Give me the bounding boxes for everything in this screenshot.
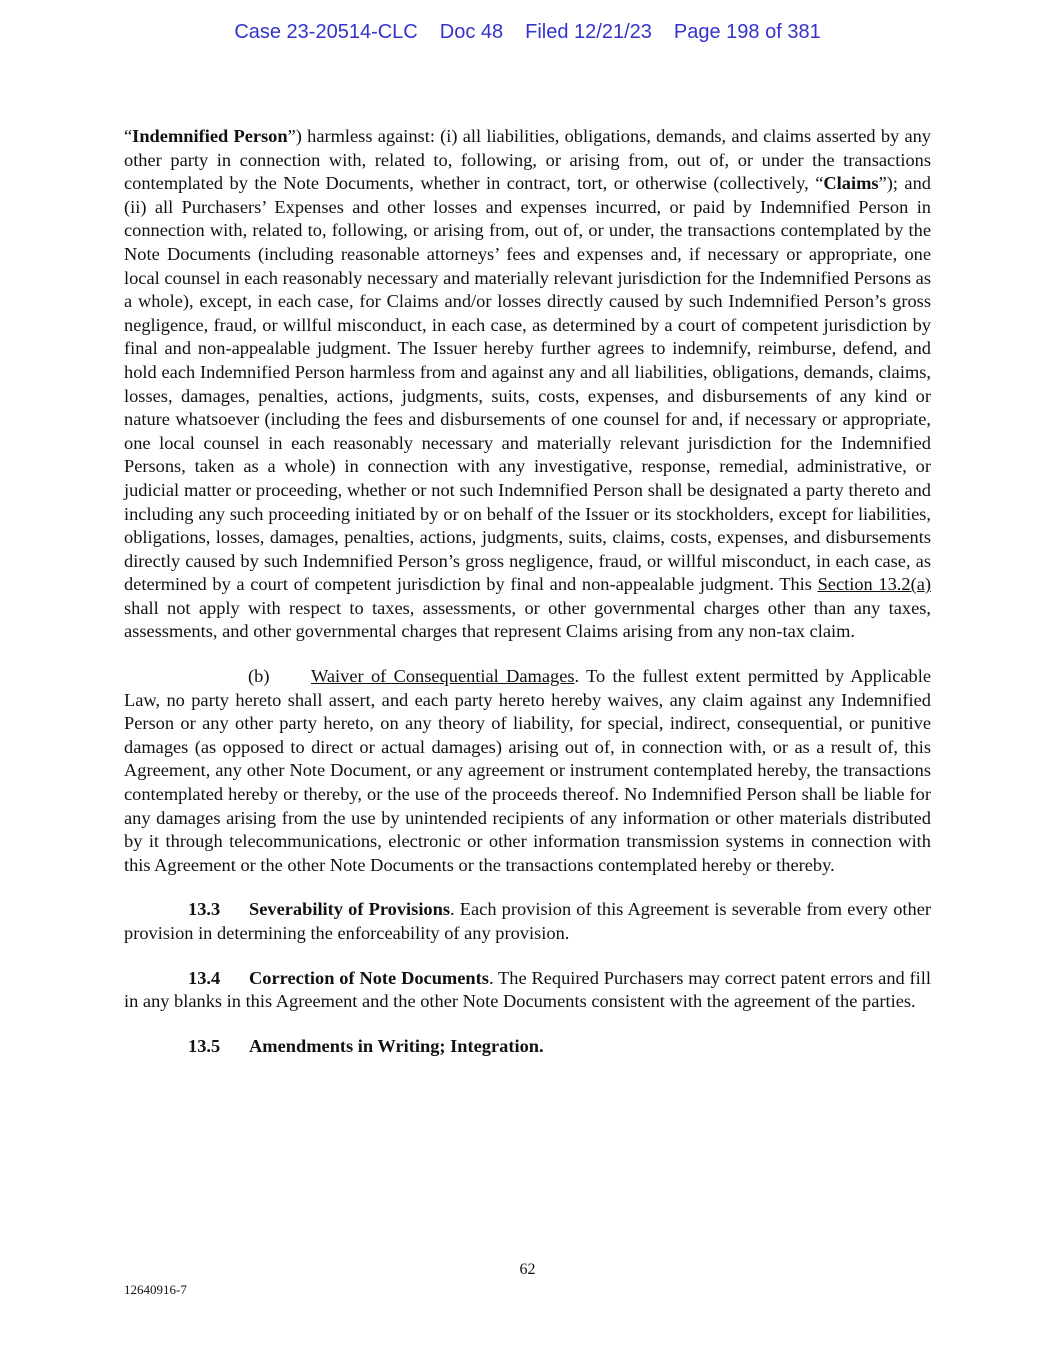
defined-term-claims: Claims <box>823 173 879 194</box>
defined-term-indemnified-person: Indemnified Person <box>132 126 288 146</box>
page-of-total: Page 198 of 381 <box>673 21 821 43</box>
filed-date: Filed 12/21/23 <box>525 21 652 43</box>
case-number: Case 23-20514-CLC <box>234 21 418 43</box>
document-body <box>124 125 931 1058</box>
section-heading: Severability of Provisions <box>249 899 451 920</box>
section-number: 13.5 <box>188 1035 221 1056</box>
section-13-4: 13.4 Correction of Note Documents. The Required Purchasers may correct patent errors and fill in any blanks in this Agreement and the other Note Documents consistent with the agreement of the parties. <box>124 967 932 1012</box>
section-heading: Correction of Note Documents <box>249 967 489 988</box>
doc-number: Doc 48 <box>439 21 504 43</box>
indemnification-paragraph: “Indemnified Person”) harmless against: (i) all liabilities, obligations, demands, and claims asserted by any other party in connection with, related to, following, or arising from, out of, or under the transactions contemplated by the Note Documents, whether in contract, tort, or otherwise (collectively, “Claims”); and (ii) all Purchasers’ Expenses and other losses and expenses incurred, or paid by Indemnified Person in connection with, related to, following, or arising from, out of, or under, the transactions contemplated by the Note Documents (including reasonable attorneys’ fees and expenses and, if necessary or appropriate, one local counsel in each reasonably necessary and materially relevant jurisdiction for the Indemnified Persons as a whole), except, in each case, for Claims and/or losses directly caused by such Indemnified Person’s gross negligence, fraud, or willful misconduct, in each case, as determined by a court of competent jurisdiction by final and non-appealable judgment. The Issuer hereby further agrees to indemnify, reimburse, defend, and hold each Indemnified Person harmless from and against any and all liabilities, obligations, demands, claims, losses, damages, penalties, actions, judgments, suits, costs, expenses, and disbursements of any kind or nature whatsoever (including the fees and disbursements of one counsel for and, if necessary or appropriate, one local counsel in each reasonably necessary and materially relevant jurisdiction for the Indemnified Persons, taken as a whole) in connection with any investigative, response, remedial, administrative, or judicial matter or proceeding, whether or not such Indemnified Person shall be designated a party thereto and including any such proceeding initiated by or on behalf of the Issuer or its stockholders, except for liabilities, obligations, losses, damages, penalties, actions, judgments, suits, claims, costs, expenses, and disbursements directly caused by such Indemnified Person’s gross negligence, fraud, or willful misconduct, in each case, as determined by a court of competent jurisdiction by final and non-appealable judgment. This Section 13.2(a) shall not apply with respect to taxes, assessments, or other governmental charges other than any taxes, assessments, and other governmental charges that represent Claims arising from any non-tax claim. <box>124 126 932 642</box>
section-number: 13.4 <box>188 967 221 988</box>
waiver-paragraph: (b) Waiver of Consequential Damages. To the fullest extent permitted by Applicable Law, no party hereto shall assert, and each party hereto hereby waives, any claim against any Indemnified Person or any other party hereto, on any theory of liability, for special, indirect, consequential, or punitive damages (as opposed to direct or actual damages) arising out of, in connection with, or as a result of, this Agreement, any other Note Document, or any agreement or instrument contemplated hereby, the transactions contemplated hereby or thereby, or the use of the proceeds thereof. No Indemnified Person shall be liable for any damages arising from the use by unintended recipients of any information or other materials distributed by it through telecommunications, electronic or other information transmission systems in connection with this Agreement or the other Note Documents or the transactions contemplated hereby or thereby. <box>124 666 931 875</box>
section-13-5 <box>124 1035 931 1059</box>
document-id: 12640916-7 <box>124 1282 187 1297</box>
section-heading: Amendments in Writing; Integration. <box>249 1035 544 1056</box>
court-filing-header <box>0 19 1055 45</box>
section-13-3: 13.3 Severability of Provisions. Each provision of this Agreement is severable from every other provision in determining the enforceability of any provision. <box>124 899 931 943</box>
section-reference: Section 13.2(a) <box>817 574 931 595</box>
section-number: 13.3 <box>188 899 221 920</box>
page-number: 62 <box>519 1261 536 1278</box>
subsection-heading: Waiver of Consequential Damages <box>311 666 575 687</box>
subsection-label: (b) <box>248 666 270 687</box>
